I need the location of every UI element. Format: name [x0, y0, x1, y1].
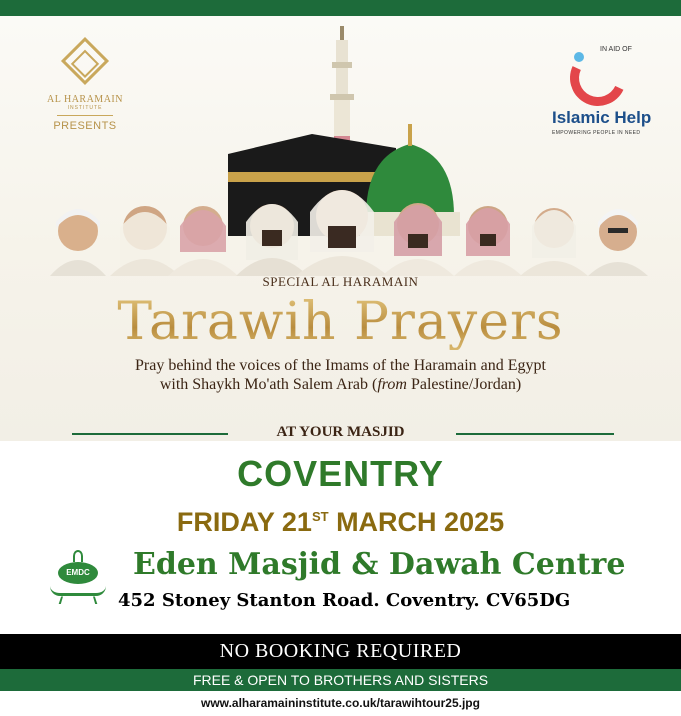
al-haramain-name: AL HARAMAIN: [47, 94, 123, 105]
venue-address: 452 Stoney Stanton Road. Coventry. CV65DG: [118, 590, 571, 611]
description-line-1: Pray behind the voices of the Imams of the Haramain and Egypt: [135, 357, 546, 374]
event-details: [0, 441, 681, 634]
open-book-icon: [50, 586, 106, 596]
emdc-badge: EMDC: [58, 562, 98, 584]
description: [0, 356, 681, 394]
hero-banner: [0, 16, 681, 441]
imams-and-holy-sites-illustration: [40, 16, 650, 276]
islamic-help-tagline: EMPOWERING PEOPLE IN NEED: [552, 130, 641, 136]
city-name: COVENTRY: [237, 453, 444, 494]
description-line-2: with Shaykh Mo'ath Salem Arab (from Palestine/Jordan): [159, 376, 522, 393]
no-booking-banner: NO BOOKING REQUIRED: [0, 634, 681, 669]
top-green-bar: [0, 0, 681, 16]
presents-label: PRESENTS: [53, 120, 117, 132]
venue-name: Eden Masjid & Dawah Centre: [133, 547, 626, 582]
book-stand-icon: [59, 596, 98, 604]
islamic-help-name: Islamic Help: [552, 108, 652, 127]
emdc-crest-icon: [73, 550, 83, 562]
website-url[interactable]: www.alharamaininstitute.co.uk/tarawihtour25.jpg: [201, 696, 480, 710]
event-date: FRIDAY 21ST MARCH 2025: [176, 507, 505, 537]
al-haramain-sub: INSTITUTE: [67, 105, 103, 111]
in-aid-of-label: IN AID OF: [600, 46, 632, 53]
title-block: [0, 274, 681, 394]
divider-right: [456, 433, 614, 435]
imam-portraits: [50, 190, 648, 276]
special-label: SPECIAL AL HARAMAIN: [262, 274, 419, 289]
free-open-banner: FREE & OPEN TO BROTHERS AND SISTERS: [0, 669, 681, 691]
main-title: Tarawih Prayers: [0, 294, 681, 350]
at-your-masjid-label: AT YOUR MASJID: [276, 424, 405, 440]
emdc-logo: [40, 548, 116, 608]
